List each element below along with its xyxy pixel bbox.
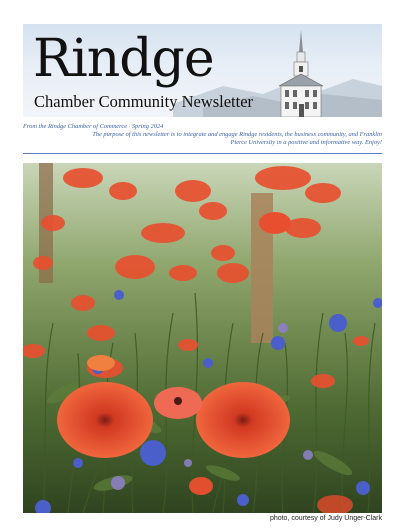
divider-rule xyxy=(23,153,382,154)
intro-text xyxy=(23,123,382,147)
newsletter-title: Rindge xyxy=(33,29,214,89)
issue-line: From the Rindge Chamber of Commerce · Spring 2024 xyxy=(23,123,164,130)
poppy-field-image xyxy=(23,163,382,513)
masthead xyxy=(23,24,382,117)
cover-photo xyxy=(23,163,382,513)
purpose-statement: The purpose of this newsletter is to integrate and engage Rindge residents, the business community, and Franklin Pierce University in a positive and informative way. Enjoy! xyxy=(92,131,382,146)
photo-credit: photo, courtesy of Judy Unger-Clark xyxy=(269,515,382,522)
newsletter-subtitle: Chamber Community Newsletter xyxy=(34,92,254,111)
meetinghouse-illustration xyxy=(279,30,323,117)
